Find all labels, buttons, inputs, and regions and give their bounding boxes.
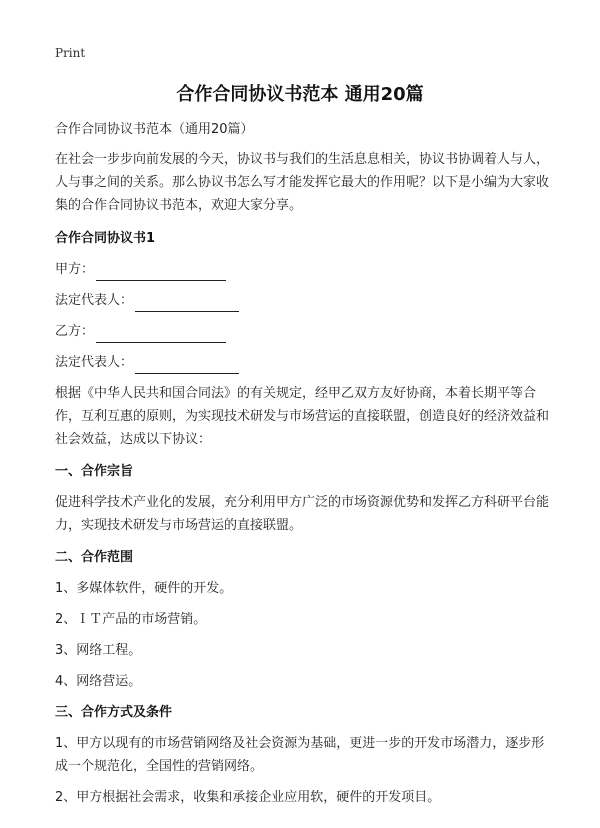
field-legal-rep-a <box>55 289 550 312</box>
preamble-paragraph: 根据《中华人民共和国合同法》的有关规定，经甲乙双方友好协商，本着长期平等合作，互利互惠的原则，为实现技术研发与市场营运的直接联盟，创造良好的经济效益和社会效益，达成以下协议： <box>55 386 550 447</box>
field-label-legal-rep-a: 法定代表人： <box>55 293 134 308</box>
field-label-party-a: 甲方： <box>55 262 95 277</box>
field-label-legal-rep-b: 法定代表人： <box>55 355 134 370</box>
field-label-party-b: 乙方： <box>55 324 95 339</box>
scope-item: 1、多媒体软件，硬件的开发。 <box>55 581 233 596</box>
section-heading-scope: 二、合作范围 <box>55 550 134 565</box>
section-body-purpose: 促进科学技术产业化的发展，充分利用甲方广泛的市场资源优势和发挥乙方科研平台能力，实现技术研发与市场营运的直接联盟。 <box>55 495 550 533</box>
signature-line-party-b <box>96 326 226 343</box>
scope-item: 3、网络工程。 <box>55 643 142 658</box>
field-legal-rep-b <box>55 351 550 374</box>
section-heading-method: 三、合作方式及条件 <box>55 705 173 720</box>
document-subtitle: 合作合同协议书范本（通用20篇） <box>55 122 254 137</box>
field-party-a <box>55 258 550 281</box>
signature-line-legal-rep-a <box>135 295 239 312</box>
document-body <box>55 118 550 817</box>
print-link[interactable]: Print <box>55 46 86 60</box>
scope-item: 4、网络营运。 <box>55 674 142 689</box>
agreement-heading: 合作合同协议书1 <box>55 231 156 246</box>
method-item: 1、甲方以现有的市场营销网络及社会资源为基础，更进一步的开发市场潜力，逐步形成一个规范化，全国性的营销网络。 <box>55 736 545 774</box>
scope-item: 2、ＩＴ产品的市场营销。 <box>55 612 207 627</box>
intro-paragraph: 在社会一步步向前发展的今天，协议书与我们的生活息息相关，协议书协调着人与人，人与事之间的关系。那么协议书怎么写才能发挥它最大的作用呢？以下是小编为大家收集的合作合同协议书范本，欢迎大家分享。 <box>55 152 550 213</box>
signature-line-party-a <box>96 264 226 281</box>
field-party-b <box>55 320 550 343</box>
section-heading-purpose: 一、合作宗旨 <box>55 464 134 479</box>
method-item: 2、甲方根据社会需求，收集和承接企业应用软，硬件的开发项目。 <box>55 790 441 805</box>
page-title: 合作合同协议书范本 通用20篇 <box>176 84 424 105</box>
signature-line-legal-rep-b <box>135 357 239 374</box>
